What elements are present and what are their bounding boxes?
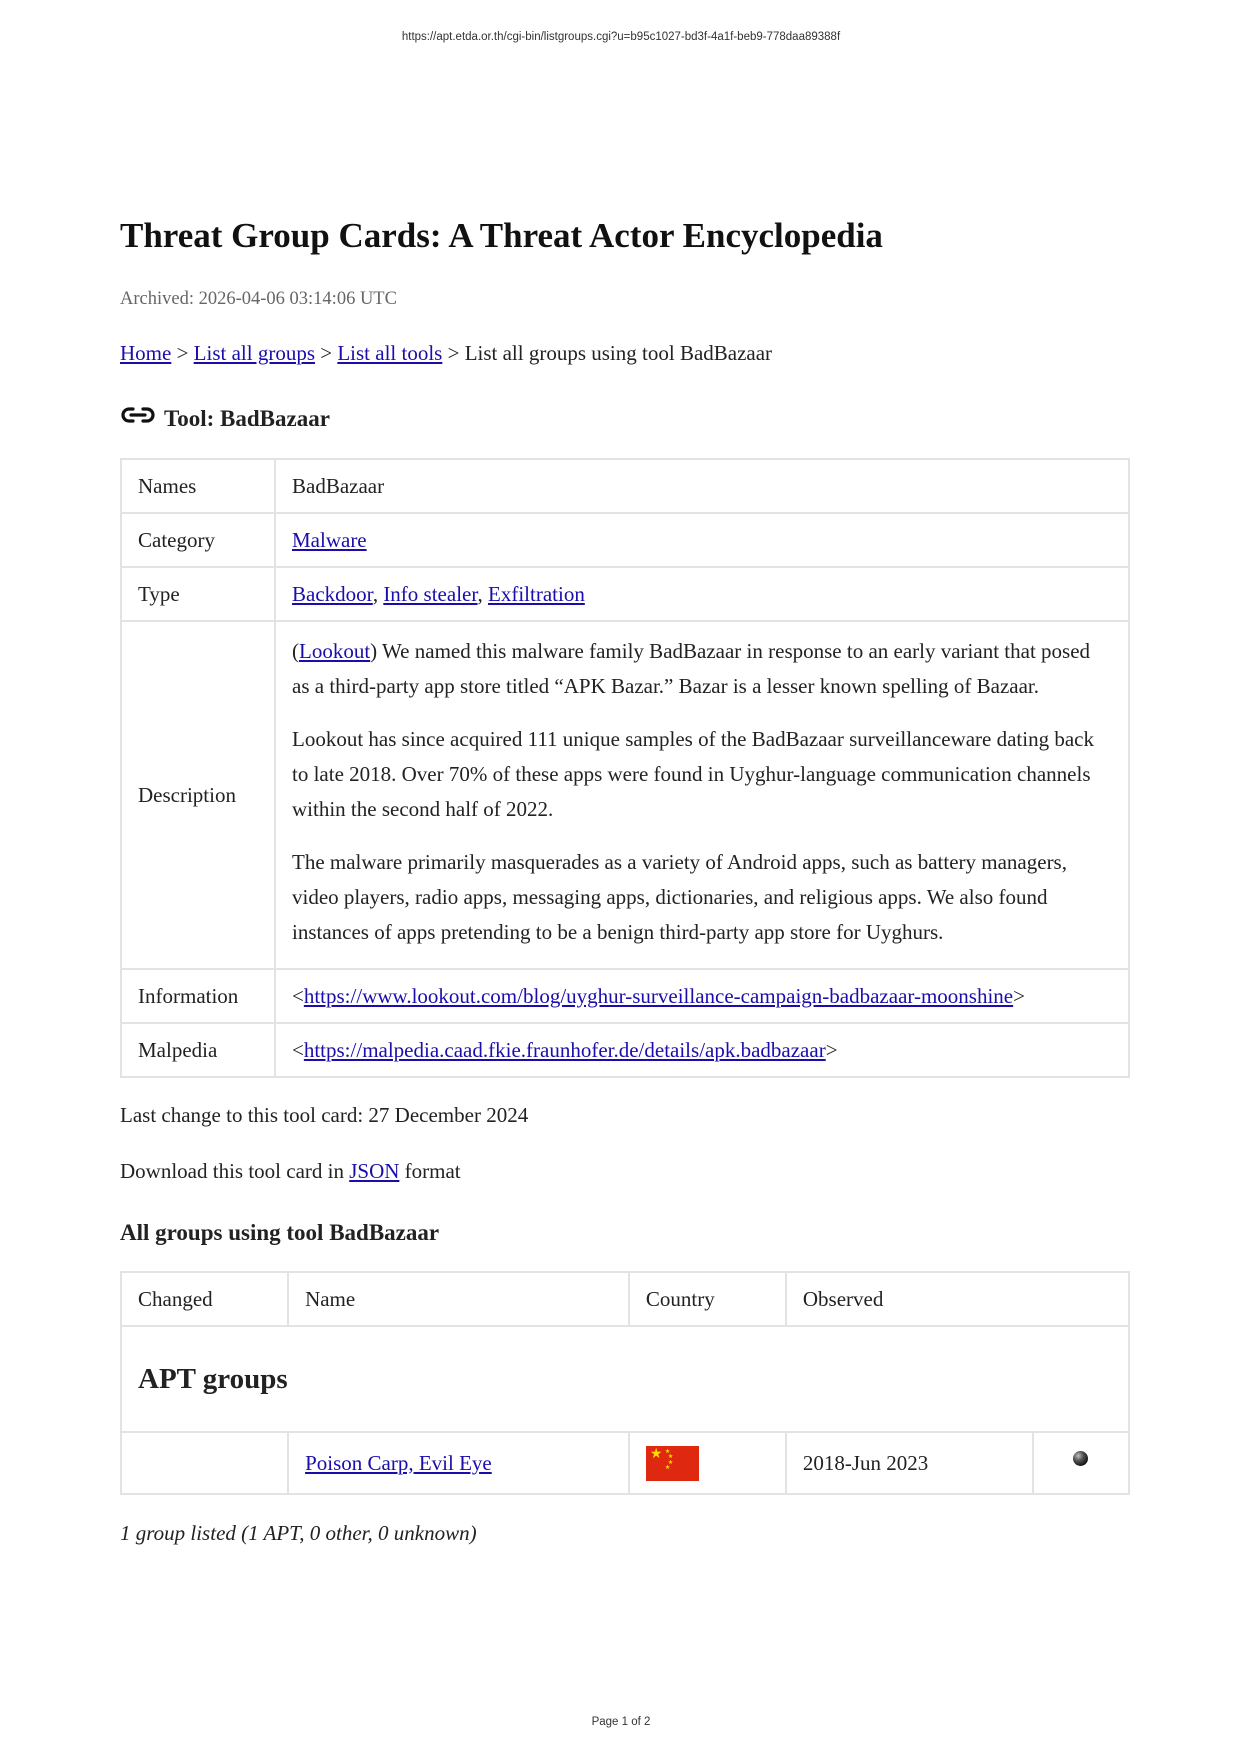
description-value	[275, 621, 1129, 969]
page-number: Page 1 of 2	[591, 1716, 651, 1728]
type-link-exfiltration[interactable]: Exfiltration	[488, 581, 585, 606]
malpedia-row	[121, 1023, 1129, 1077]
type-label: Type	[121, 567, 275, 621]
archived-timestamp: Archived: 2026-04-06 03:14:06 UTC	[120, 289, 397, 309]
china-flag-icon: ★ ★ ★ ★ ★	[646, 1446, 699, 1481]
breadcrumb-current: List all groups using tool BadBazaar	[464, 341, 773, 365]
description-text: We named this malware family BadBazaar in response to an early variant that posed as a third-party app store titled “APK Bazar.” Bazar is a lesser known spelling of Bazaar.	[292, 639, 1091, 698]
groups-table	[120, 1271, 1130, 1495]
type-link-info-stealer[interactable]: Info stealer	[383, 581, 478, 606]
status-cell	[1033, 1432, 1129, 1494]
information-row	[121, 969, 1129, 1023]
column-header-name: Name	[288, 1272, 629, 1326]
names-label: Names	[121, 459, 275, 513]
tool-heading	[120, 404, 1130, 432]
page-title: Threat Group Cards: A Threat Actor Encyclopedia	[120, 216, 883, 255]
description-paragraph: The malware primarily masquerades as a variety of Android apps, such as battery managers, video players, radio apps, messaging apps, dictionaries, and religious apps. We also found instances of apps pretending to be a benign third-party app store for Uyghurs.	[292, 850, 1067, 944]
group-name-link[interactable]: Poison Carp, Evil Eye	[305, 1450, 492, 1475]
type-value	[275, 567, 1129, 621]
breadcrumb-separator: >	[447, 341, 460, 365]
type-row	[121, 567, 1129, 621]
paren-open: (	[292, 639, 299, 663]
groups-header-row	[121, 1272, 1129, 1326]
download-suffix: format	[404, 1159, 461, 1183]
breadcrumb-groups-link[interactable]: List all groups	[193, 341, 315, 365]
column-header-country: Country	[629, 1272, 786, 1326]
information-value	[275, 969, 1129, 1023]
changed-cell	[121, 1432, 288, 1494]
last-change-text: Last change to this tool card: 27 December 2024	[120, 1103, 529, 1127]
angle-close: >	[825, 1037, 838, 1062]
angle-open: <	[292, 1037, 304, 1062]
angle-close: >	[1013, 983, 1025, 1008]
json-download-link[interactable]: JSON	[349, 1159, 400, 1183]
section-title: APT groups	[138, 1362, 288, 1395]
tool-card-table	[120, 458, 1130, 1078]
breadcrumb	[120, 340, 1130, 366]
type-separator: ,	[372, 581, 379, 606]
download-line	[120, 1158, 1130, 1184]
description-paragraph: Lookout has since acquired 111 unique samples of the BadBazaar surveillanceware dating back to late 2018. Over 70% of these apps were found in Uyghur-language communication channels within the second half of 2022.	[292, 727, 1094, 821]
category-link[interactable]: Malware	[292, 527, 367, 552]
description-paragraph	[292, 634, 1112, 704]
country-cell	[629, 1432, 786, 1494]
category-label: Category	[121, 513, 275, 567]
main-content	[120, 212, 1130, 1546]
column-header-observed: Observed	[786, 1272, 1129, 1326]
type-separator: ,	[477, 581, 483, 606]
malpedia-value	[275, 1023, 1129, 1077]
tool-heading-text: Tool: BadBazaar	[164, 406, 330, 431]
section-cell	[121, 1326, 1129, 1432]
download-prefix: Download this tool card in	[120, 1159, 344, 1183]
category-row	[121, 513, 1129, 567]
groups-heading: All groups using tool BadBazaar	[120, 1220, 440, 1245]
names-value: BadBazaar	[275, 459, 1129, 513]
page-url-header: https://apt.etda.or.th/cgi-bin/listgroups.cgi?u=b95c1027-bd3f-4a1f-beb9-778daa89388f	[401, 31, 841, 43]
section-row	[121, 1326, 1129, 1432]
breadcrumb-separator: >	[176, 341, 189, 365]
description-label: Description	[121, 621, 275, 969]
name-cell	[288, 1432, 629, 1494]
breadcrumb-separator: >	[320, 341, 333, 365]
table-row	[121, 1432, 1129, 1494]
angle-open: <	[292, 983, 304, 1008]
paren-close: )	[370, 639, 378, 663]
information-label: Information	[121, 969, 275, 1023]
malpedia-label: Malpedia	[121, 1023, 275, 1077]
link-icon	[120, 404, 156, 426]
black-dot-icon	[1073, 1451, 1088, 1466]
groups-summary: 1 group listed (1 APT, 0 other, 0 unknown)	[120, 1521, 477, 1545]
column-header-changed: Changed	[121, 1272, 288, 1326]
type-link-backdoor[interactable]: Backdoor	[292, 581, 373, 606]
information-link[interactable]: https://www.lookout.com/blog/uyghur-surveillance-campaign-badbazaar-moonshine	[303, 983, 1014, 1008]
names-row	[121, 459, 1129, 513]
description-source-link[interactable]: Lookout	[299, 639, 371, 663]
malpedia-link[interactable]: https://malpedia.caad.fkie.fraunhofer.de/details/apk.badbazaar	[303, 1037, 826, 1062]
category-value	[275, 513, 1129, 567]
description-row	[121, 621, 1129, 969]
breadcrumb-tools-link[interactable]: List all tools	[337, 341, 443, 365]
breadcrumb-home-link[interactable]: Home	[120, 341, 172, 365]
observed-cell: 2018-Jun 2023	[786, 1432, 1033, 1494]
